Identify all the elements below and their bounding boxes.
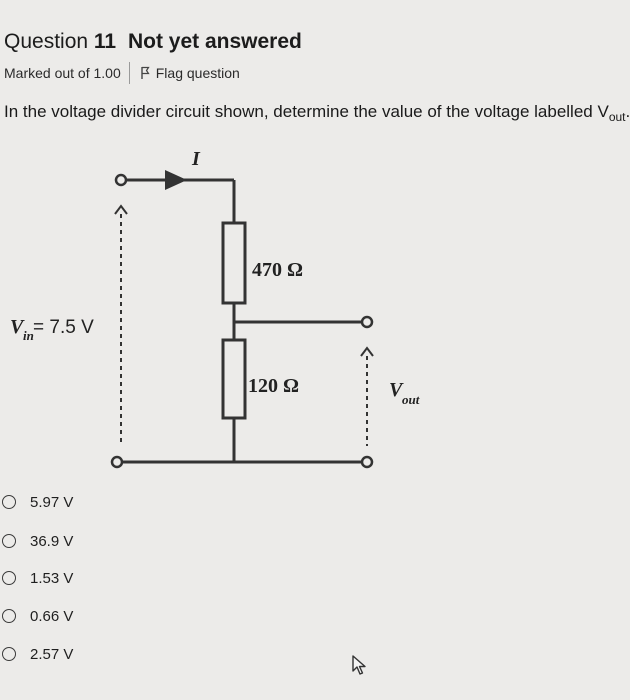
flag-question-label: Flag question	[155, 65, 240, 81]
meta-divider	[129, 62, 130, 84]
vin-symbol: V	[10, 316, 24, 338]
vin-label	[10, 316, 94, 343]
answer-option-3[interactable]	[2, 566, 73, 590]
answer-label: 2.57 V	[30, 645, 74, 663]
vout-arrowhead-icon	[361, 348, 373, 356]
answer-option-1[interactable]	[2, 490, 73, 514]
question-header	[4, 30, 302, 54]
resistor-r2	[223, 340, 245, 418]
question-status: Not yet answered	[127, 30, 302, 53]
radio-button[interactable]	[2, 534, 16, 548]
radio-button[interactable]	[2, 647, 16, 661]
radio-button[interactable]	[2, 609, 16, 623]
r2-label: 120 Ω	[248, 375, 300, 397]
radio-button[interactable]	[2, 495, 16, 509]
question-text	[4, 102, 630, 124]
flag-question-button[interactable]	[140, 65, 240, 81]
r1-label: 470 Ω	[252, 259, 304, 281]
answer-label: 1.53 V	[30, 569, 74, 587]
vin-subscript: in	[23, 328, 34, 343]
answer-option-4[interactable]	[2, 604, 73, 628]
marks-info: Marked out of 1.00	[4, 65, 121, 81]
vin-value: = 7.5 V	[33, 317, 94, 338]
voltage-divider-circuit	[0, 140, 626, 480]
vin-arrowhead-icon	[115, 206, 127, 214]
question-end: .	[625, 102, 630, 121]
resistor-r1	[223, 223, 245, 303]
mouse-cursor-icon	[350, 654, 370, 678]
radio-button[interactable]	[2, 571, 16, 585]
terminal-vout-bottom	[362, 457, 372, 467]
terminal-vin-bottom	[112, 457, 122, 467]
terminal-vin-top	[116, 175, 126, 185]
answer-option-2[interactable]	[2, 529, 73, 553]
question-meta	[4, 62, 240, 84]
vout-symbol: V	[389, 379, 403, 401]
answer-option-5[interactable]	[2, 642, 73, 666]
terminal-vout-top	[362, 317, 372, 327]
answer-label: 5.97 V	[30, 493, 74, 511]
vout-label	[389, 379, 420, 407]
question-body: In the voltage divider circuit shown, determine the value of the voltage labelled V	[4, 102, 609, 121]
answer-label: 36.9 V	[30, 532, 74, 550]
question-word: Question	[4, 30, 89, 53]
flag-icon	[140, 66, 150, 80]
question-number: 11	[93, 30, 117, 53]
current-arrow-icon	[165, 170, 187, 190]
answer-label: 0.66 V	[30, 607, 74, 625]
current-label: I	[192, 148, 200, 170]
question-vout-subscript: out	[608, 110, 626, 124]
vout-subscript: out	[402, 392, 420, 407]
